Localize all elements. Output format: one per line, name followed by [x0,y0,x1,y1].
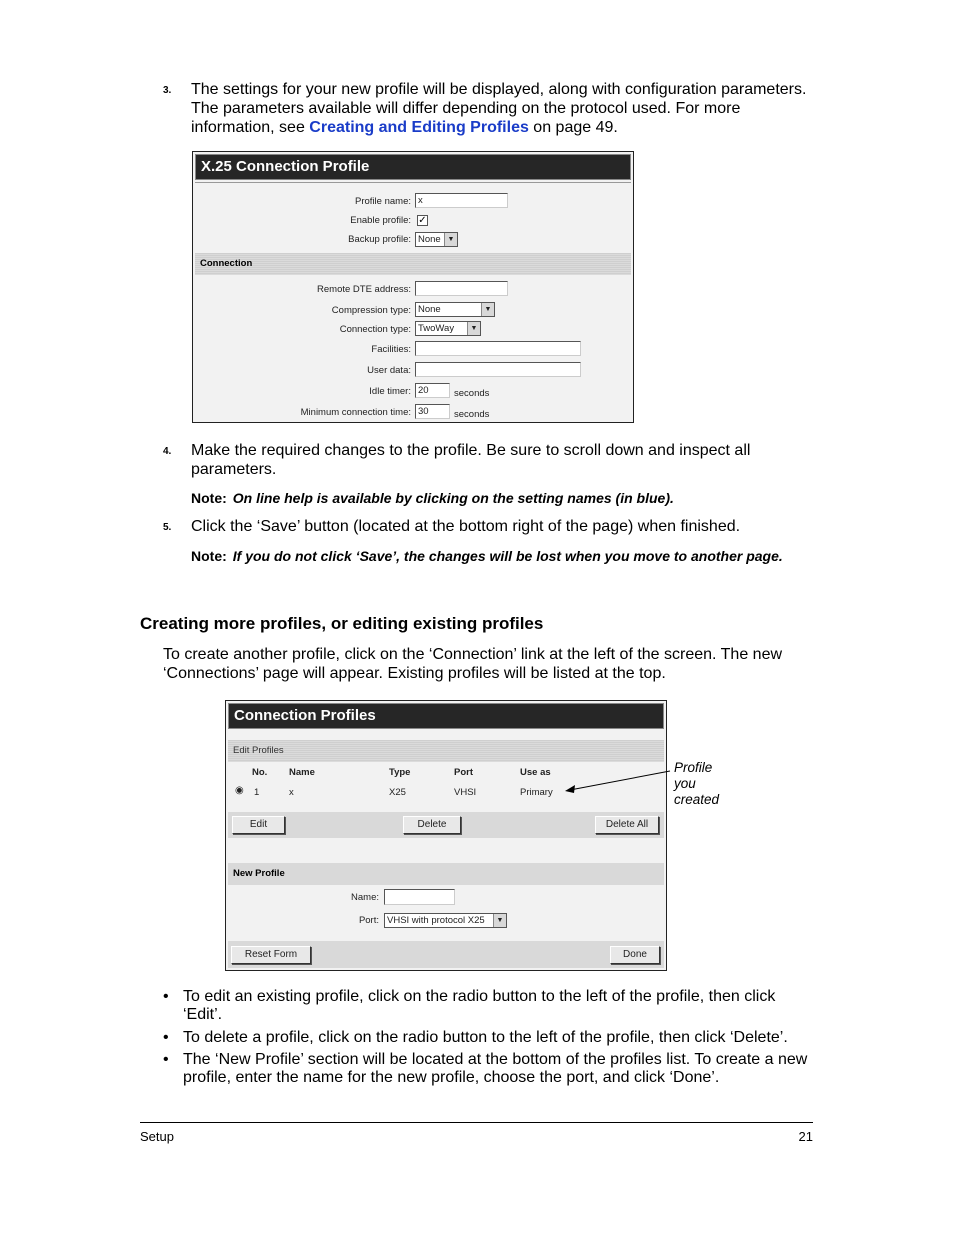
facilities-label[interactable]: Facilities: [371,344,411,355]
list-item [163,1051,818,1087]
new-profile-section: New Profile [228,863,664,885]
callout-arrow [560,765,680,800]
callout-line-3: created [674,792,720,807]
intro-paragraph: To create another profile, click on the ‘Connection’ link at the left of the screen. The new ‘Connections’ page will appear. Existing profiles will be listed at the top. [163,646,783,682]
row-no: 1 [254,787,260,798]
bullet-text-1: To edit an existing profile, click on the radio button to the left of the profile, then click ‘Edit’. [183,988,776,1023]
col-name: Name [289,767,315,778]
enable-profile-label[interactable]: Enable profile: [350,215,411,226]
enable-profile-checkbox[interactable]: ✓ [418,215,427,226]
step-5-text: Click the ‘Save’ button (located at the bottom right of the page) when finished. [191,518,741,535]
row-use-as: Primary [520,787,553,798]
footer-divider [140,1122,813,1123]
compression-type-select[interactable] [415,302,495,317]
chevron-down-icon: ▼ [444,233,457,246]
chevron-down-icon: ▼ [481,303,494,316]
bullet-icon: • [163,1051,169,1068]
section-heading: Creating more profiles, or editing existing profiles [140,614,544,633]
delete-all-button[interactable]: Delete All [595,816,659,834]
connection-type-label[interactable]: Connection type: [339,324,411,335]
new-name-input[interactable] [384,889,455,905]
col-no: No. [252,767,268,778]
edit-profiles-section: Edit Profiles [228,740,664,762]
idle-timer-input[interactable]: 20 [415,383,450,398]
callout-line-2: you [674,776,696,791]
facilities-input[interactable] [415,341,581,356]
row-port: VHSI [454,787,477,798]
cp-title: Connection Profiles [228,703,664,729]
note-2 [191,547,816,565]
reset-form-button[interactable]: Reset Form [231,946,311,964]
x25-profile-screenshot [192,151,634,423]
min-connection-time-label[interactable]: Minimum connection time: [300,407,411,418]
delete-button[interactable]: Delete [403,816,461,834]
new-name-label: Name: [351,892,379,903]
backup-profile-value: None [418,234,441,245]
port-select-value: VHSI with protocol X25 [387,915,485,926]
min-connection-time-unit: seconds [454,409,490,420]
list-item [163,988,818,1024]
min-connection-time-input[interactable]: 30 [415,404,450,419]
col-use-as: Use as [520,767,551,778]
connection-type-select[interactable] [415,321,481,336]
connection-section-header: Connection [195,253,631,275]
connection-profiles-screenshot [225,700,667,971]
compression-type-label[interactable]: Compression type: [331,305,411,316]
row-type: X25 [389,787,406,798]
user-data-input[interactable] [415,362,581,377]
callout-label [674,760,719,808]
compression-type-value: None [418,304,441,315]
bullet-icon: • [163,1029,169,1046]
note-1-label: Note: [191,490,227,506]
bullet-text-2: To delete a profile, click on the radio button to the left of the profile, then click ‘Delete’. [183,1029,788,1046]
step-3-text [191,80,816,137]
x25-title: X.25 Connection Profile [195,154,631,180]
profile-name-label[interactable]: Profile name: [355,196,411,207]
step-3-text-b: on page 49. [528,119,618,136]
done-button[interactable]: Done [610,946,660,964]
profile-radio-button[interactable]: ◉ [235,785,244,796]
backup-profile-label[interactable]: Backup profile: [348,234,411,245]
row-name: x [289,787,294,798]
port-select[interactable] [384,913,507,928]
step-3-text-a: The settings for your new profile will be displayed, along with configuration parameters. The parameters available will differ depending on the protocol used. For more information, see [191,81,807,136]
step-4-number: 4. [163,446,172,457]
remote-dte-label[interactable]: Remote DTE address: [317,284,411,295]
connection-type-value: TwoWay [418,323,455,334]
note-2-label: Note: [191,548,227,564]
port-label: Port: [358,915,379,926]
edit-button[interactable]: Edit [232,816,285,834]
step-5-number: 5. [163,522,172,533]
user-data-label[interactable]: User data: [367,365,411,376]
chevron-down-icon: ▼ [467,322,480,335]
note-1 [191,489,816,507]
list-item [163,1029,823,1047]
step-4-text: Make the required changes to the profile. Be sure to scroll down and inspect all parameters. [191,442,751,478]
bullet-text-3: The ‘New Profile’ section will be located at the bottom of the profiles list. To create a new profile, enter the name for the new profile, choose the port, and click ‘Done’. [183,1051,808,1086]
bullet-icon: • [163,988,169,1005]
remote-dte-input[interactable] [415,281,508,296]
col-port: Port [454,767,473,778]
footer-section-name: Setup [140,1129,174,1144]
backup-profile-select[interactable] [415,232,458,247]
creating-editing-profiles-link[interactable]: Creating and Editing Profiles [309,119,529,136]
page-number: 21 [798,1129,813,1144]
chevron-down-icon: ▼ [493,914,506,927]
note-2-text: If you do not click ‘Save’, the changes will be lost when you move to another page. [232,548,783,564]
step-3-number: 3. [163,85,172,96]
callout-line-1: Profile [674,760,713,775]
idle-timer-label[interactable]: Idle timer: [369,386,411,397]
col-type: Type [389,767,411,778]
profile-name-input[interactable]: x [415,193,508,208]
note-1-text: On line help is available by clicking on the setting names (in blue). [232,490,674,506]
idle-timer-unit: seconds [454,388,490,399]
